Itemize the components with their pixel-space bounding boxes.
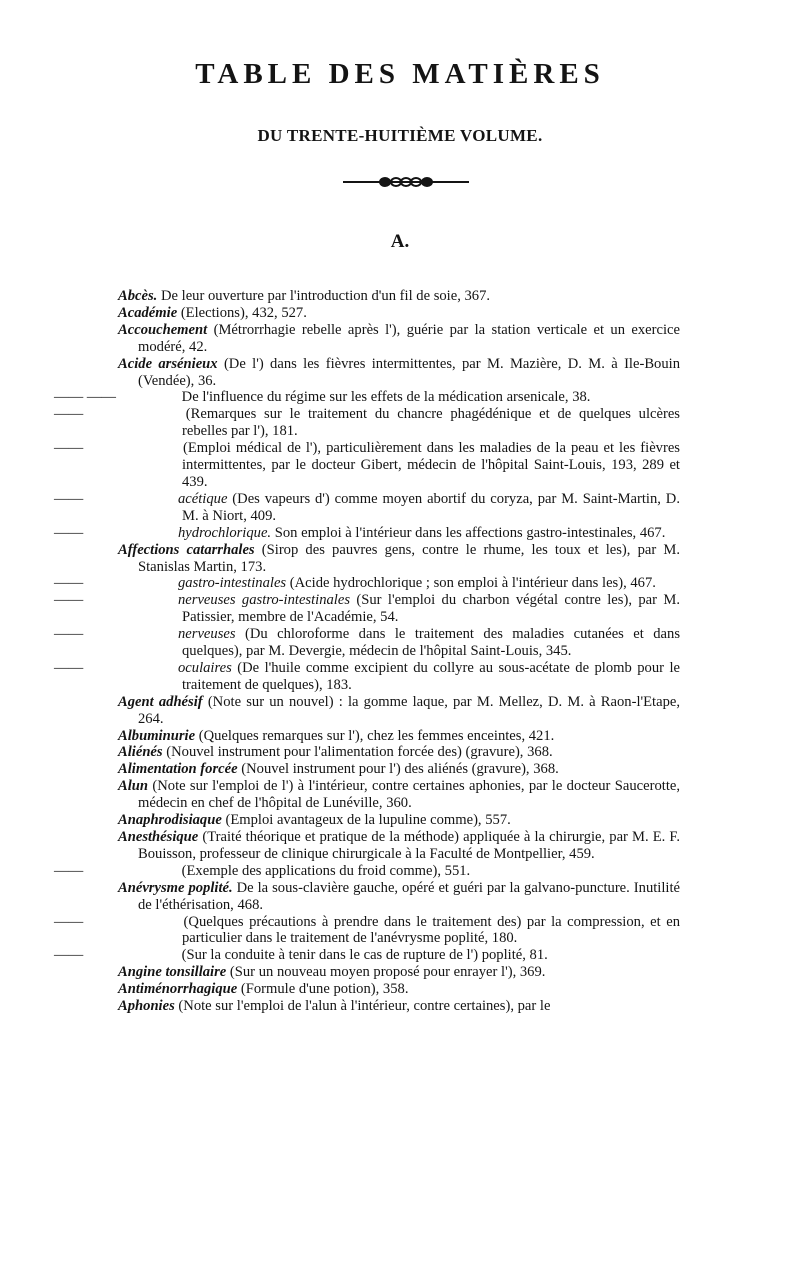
entry-heading: Anesthésique	[118, 829, 199, 845]
entry-heading: Abcès.	[118, 288, 158, 304]
entry-dash: ——	[54, 913, 84, 930]
index-entry	[118, 305, 680, 322]
index-entry	[54, 913, 680, 948]
index-entry	[118, 356, 680, 390]
entry-dash: ——	[54, 947, 84, 964]
entry-heading: Affections catarrhales	[118, 541, 255, 558]
index-entry	[118, 964, 680, 981]
entry-text: (Emploi médical de l'), particulièrement dans les maladies de la peau et les fièvres intermittentes, par le docteur Gibert, médecin de l'hôpital Saint-Louis, 193, 289 et 439.	[178, 440, 680, 490]
entry-text: (Quelques précautions à prendre dans le traitement des) par la compression, et en particulier dans le traitement de l'anévrysme poplité, 180.	[178, 913, 680, 947]
entry-dash: ——	[54, 406, 84, 423]
entry-text: (Nouvel instrument pour l') des aliénés (gravure), 368.	[237, 761, 559, 778]
entry-heading: Acide arsénieux	[118, 355, 218, 372]
index-entry	[54, 524, 680, 542]
entry-text: (Métrorrhagie rebelle après l'), guérie par la station verticale et un exercice modéré, 42.	[138, 321, 680, 355]
entry-text: (Quelques remarques sur l'), chez les femmes enceintes, 421.	[195, 727, 555, 744]
entry-text: De la sous-clavière gauche, opéré et guéri par la galvano-puncture. Inutilité de l'éthérisation, 468.	[138, 879, 680, 913]
entry-text: (Traité théorique et pratique de la méthode) appliquée à la chirurgie, par M. E. F. Bouisson, professeur de clinique chirurgicale à la Faculté de Montpellier, 459.	[138, 829, 680, 862]
entry-text: (Exemple des applications du froid comme), 551.	[178, 862, 471, 879]
index-entry	[118, 694, 680, 728]
index-entry	[54, 575, 680, 592]
ornament-divider	[343, 172, 469, 192]
entry-text: (Note sur un nouvel) : la gomme laque, par M. Mellez, D. M. à Raon-l'Etape, 264.	[138, 693, 681, 727]
index-entry	[118, 812, 680, 829]
index-entry	[54, 440, 680, 491]
entry-subheading: nerveuses gastro-intestinales	[178, 592, 351, 609]
index-entry	[118, 322, 680, 356]
entry-heading: Alun	[118, 778, 149, 795]
index-entry	[54, 947, 680, 964]
entry-dash: ——	[54, 524, 84, 541]
entry-heading: Académie	[118, 304, 178, 321]
entry-text: (Des vapeurs d') comme moyen abortif du coryza, par M. Saint-Martin, D. M. à Niort, 409.	[182, 490, 680, 524]
entry-subheading: oculaires	[178, 659, 232, 676]
entry-heading: Aliénés	[118, 744, 163, 761]
entry-dash: ——	[54, 862, 84, 879]
entry-heading: Accouchement	[118, 321, 208, 338]
entry-text: (Emploi avantageux de la lupuline comme), 557.	[221, 812, 511, 829]
entry-subheading: acétique	[178, 490, 228, 507]
index-entry	[118, 542, 680, 576]
page-subtitle: DU TRENTE-HUITIÈME VOLUME.	[257, 126, 543, 145]
index-entry	[118, 829, 680, 863]
index-entry	[118, 288, 680, 305]
index-entry	[118, 778, 680, 812]
index-entry	[54, 659, 680, 694]
entry-subheading: gastro-intestinales	[178, 575, 287, 592]
entry-heading: Alimentation forcée	[118, 761, 238, 778]
entry-dash: ——	[54, 626, 84, 643]
entry-text: (Du chloroforme dans le traitement des maladies cutanées et dans quelques), par M. Devergie, médecin de l'hôpital Saint-Louis, 345.	[182, 626, 680, 660]
index-entry	[54, 862, 680, 880]
entry-text: (Elections), 432, 527.	[177, 304, 307, 321]
index-entry	[118, 998, 680, 1015]
entry-subheading: nerveuses	[178, 626, 236, 643]
entry-text: (Note sur l'emploi de l'alun à l'intérieur, contre certaines), par le	[174, 998, 551, 1015]
entry-dash: ——	[54, 592, 84, 609]
index-entry	[118, 744, 680, 761]
entry-text: (Remarques sur le traitement du chancre phagédénique et de quelques ulcères rebelles par l'), 181.	[178, 406, 680, 440]
entry-heading: Anévrysme poplité.	[118, 879, 233, 896]
entry-dash: ——	[54, 575, 84, 592]
entry-text: (Note sur l'emploi de l') à l'intérieur, contre certaines aphonies, par le docteur Saucerotte, médecin en chef de l'hôpital de Lunéville, 360.	[138, 778, 680, 812]
entry-text: (Sur un nouveau moyen proposé pour enrayer l'), 369.	[226, 964, 546, 981]
section-letter: A.	[390, 231, 410, 252]
entry-dash: —— ——	[54, 389, 117, 406]
entry-text: Son emploi à l'intérieur dans les affections gastro-intestinales, 467.	[271, 524, 666, 541]
entry-dash: ——	[54, 659, 84, 676]
entry-text: (Nouvel instrument pour l'alimentation forcée des) (gravure), 368.	[162, 744, 553, 761]
entry-dash: ——	[54, 440, 84, 457]
page-title: TABLE DES MATIÈRES	[195, 58, 605, 90]
entry-subheading: hydrochlorique.	[178, 524, 272, 541]
entry-dash: ——	[54, 490, 84, 507]
entry-text: De l'influence du régime sur les effets de la médication arsenicale, 38.	[178, 389, 591, 406]
index-entry	[118, 880, 680, 914]
index-entries	[54, 288, 681, 1015]
index-entry	[54, 406, 680, 440]
index-entry	[54, 389, 680, 406]
entry-text: (De l') dans les fièvres intermittentes, par M. Mazière, D. M. à Ile-Bouin (Vendée), 36.	[138, 355, 680, 389]
index-entry	[54, 490, 680, 525]
index-entry	[54, 626, 680, 660]
entry-heading: Anaphrodisiaque	[118, 812, 222, 829]
entry-text: (Sur la conduite à tenir dans le cas de rupture de l') poplité, 81.	[178, 947, 548, 964]
index-entry	[118, 728, 680, 745]
entry-text: (Sur l'emploi du charbon végétal contre les), par M. Patissier, membre de l'Académie, 54.	[182, 592, 680, 626]
entry-heading: Agent adhésif	[118, 693, 203, 710]
index-entry	[118, 981, 680, 998]
index-entry	[118, 761, 680, 778]
entry-heading: Antiménorrhagique	[118, 981, 238, 998]
index-entry	[54, 592, 680, 626]
entry-text: (Acide hydrochlorique ; son emploi à l'intérieur dans les), 467.	[286, 575, 656, 592]
entry-heading: Aphonies	[118, 998, 175, 1015]
entry-heading: Angine tonsillaire	[118, 964, 227, 981]
entry-heading: Albuminurie	[118, 727, 196, 744]
entry-text: (Sirop des pauvres gens, contre le rhume, les toux et les), par M. Stanislas Martin, 173.	[138, 541, 680, 575]
entry-text: (De l'huile comme excipient du collyre au sous-acétate de plomb pour le traitement de quelques), 183.	[182, 659, 680, 693]
entry-text: (Formule d'une potion), 358.	[237, 981, 409, 998]
entry-text: De leur ouverture par l'introduction d'un fil de soie, 367.	[157, 288, 491, 304]
